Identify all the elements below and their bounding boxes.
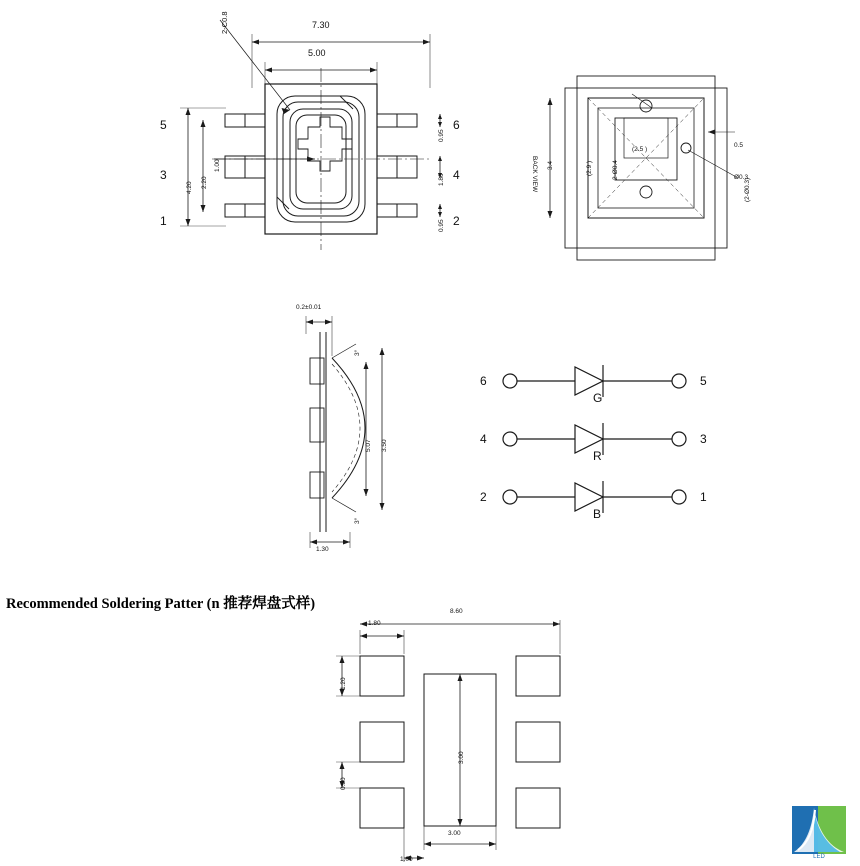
taper-top-label: 3° xyxy=(354,349,361,356)
pin-label-3: 3 xyxy=(160,168,167,182)
solder-pattern-view xyxy=(300,608,620,866)
dim-back-height: 3.4 xyxy=(547,160,554,170)
dim-overall-width: 7.30 xyxy=(312,20,330,30)
dim-lead-pitch-outer: 4.20 xyxy=(186,181,193,194)
pin-label-5: 5 xyxy=(160,118,167,132)
dim-center-pad-height: 3.00 xyxy=(458,751,465,764)
dim-pad-gap-bottom: 0.50 xyxy=(340,777,347,790)
dim-lead-width-mid: 1.80 xyxy=(438,173,445,186)
circuit-left-pin-3: 2 xyxy=(480,490,487,504)
dim-pad-width-top: 1.80 xyxy=(368,620,381,627)
note-chamfer: 2-C0.8 xyxy=(220,11,229,34)
dim-lens-thickness: 0.2±0.01 xyxy=(296,304,322,311)
dim-base-width: 1.30 xyxy=(316,546,329,553)
dim-center-pad-width: 3.00 xyxy=(448,830,461,837)
back-view xyxy=(520,70,780,270)
dim-back-edge: 0.5 xyxy=(734,142,744,149)
pin-label-6: 6 xyxy=(453,118,460,132)
circuit-right-pin-3: 1 xyxy=(700,490,707,504)
circuit-right-pin-2: 3 xyxy=(700,432,707,446)
note-thru-holes: (2-Ø0.3) xyxy=(744,177,751,202)
dim-lead-pitch-inner: 2.20 xyxy=(201,176,208,189)
page-title: Recommended Soldering Patter (n 推荐焊盘式样) xyxy=(6,596,316,612)
company-logo xyxy=(784,800,854,862)
svg-text:LED: LED xyxy=(813,854,825,860)
dim-lens-height: 5.07 xyxy=(365,439,372,452)
top-view xyxy=(140,4,470,274)
dim-back-width: (2.9 ) xyxy=(586,160,593,176)
dim-lead-width-top: 0.95 xyxy=(438,129,445,142)
dim-pad-height-top: 1.20 xyxy=(340,677,347,690)
circuit-right-pin-1: 5 xyxy=(700,374,707,388)
circuit-left-pin-2: 4 xyxy=(480,432,487,446)
label-back-view: BACK VIEW xyxy=(531,156,538,193)
note-back-holes: 2-Ø0.4 xyxy=(612,160,619,180)
circuit-diagram xyxy=(460,355,740,555)
pin-label-1: 1 xyxy=(160,214,167,228)
dim-bottom: 1.00 xyxy=(400,856,413,863)
taper-bottom-label: 3° xyxy=(354,517,361,524)
dim-hole-dia: Ø0.3 xyxy=(734,174,749,181)
pin-label-4: 4 xyxy=(453,168,460,182)
dim-solder-overall-width: 8.60 xyxy=(450,608,463,615)
dim-back-slot: (2.5 ) xyxy=(632,146,648,153)
pin-label-2: 2 xyxy=(453,214,460,228)
dim-dome-radius: 3.50 xyxy=(381,439,388,452)
circuit-left-pin-1: 6 xyxy=(480,374,487,388)
circuit-label-b: B xyxy=(593,507,602,521)
dim-center-pad: 1.00 xyxy=(214,159,221,172)
circuit-label-g: G xyxy=(593,391,603,405)
side-view xyxy=(270,300,470,560)
circuit-label-r: R xyxy=(593,449,602,463)
dim-lead-width-bottom: 0.95 xyxy=(438,219,445,232)
dim-body-width: 5.00 xyxy=(308,48,326,58)
